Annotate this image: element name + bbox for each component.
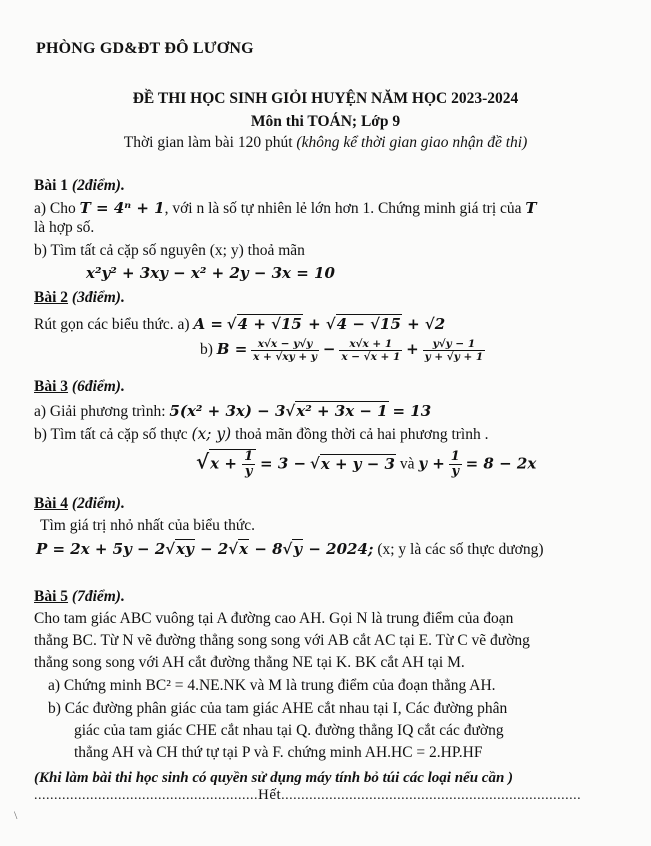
bai4-note: (x; y là các số thực dương) xyxy=(377,541,544,558)
bai1-heading xyxy=(34,177,125,195)
bai3-eq-mid: = 3 − xyxy=(260,454,307,473)
bai4-root1: xy xyxy=(176,540,194,558)
bai3-frac2: $\frac{1}{y}$ xyxy=(450,449,460,480)
bai1-a-text: , với n là số tự nhiên lẻ lớn hơn 1. Chứng minh giá trị của xyxy=(164,200,522,217)
bai4-root2: x xyxy=(239,540,249,558)
bai2-a-root2: 4 − √15 xyxy=(336,315,401,333)
bai2-heading xyxy=(34,289,125,307)
bai4-points: (2điểm). xyxy=(71,495,125,512)
bai1-a-line xyxy=(34,199,537,218)
bai3-b-line xyxy=(34,425,488,444)
bai1-a-line2: là hợp số. xyxy=(34,219,95,236)
exam-subject: Môn thi TOÁN; Lớp 9 xyxy=(250,113,401,130)
bai2-intro: Rút gọn các biểu thức. a) xyxy=(34,316,190,333)
bai5-b3: thẳng AH và CH thứ tự tại P và F. chứng minh AH.HC = 2.HP.HF xyxy=(74,744,483,761)
exam-time-note: (không kể thời gian giao nhận đề thi) xyxy=(296,134,528,151)
bai3-points: (6điểm). xyxy=(71,378,125,395)
bai3-a-eq1: 5(x² + 3x) − 3 xyxy=(169,402,286,420)
bai3-eq2a: y + xyxy=(418,454,445,473)
bai3-eq2b: = 8 − 2x xyxy=(465,454,537,473)
calculator-note: (Khi làm bài thi học sinh có quyền sử dụng máy tính bỏ túi các loại nếu cần ) xyxy=(34,770,514,786)
bai2-minus: − xyxy=(322,340,336,359)
bai4-eq4: − 2024; xyxy=(303,540,374,558)
bai4-equation: P = 2x + 5y − 2√xy − 2√x − 8√y − 2024; (x; y là các số thực dương) xyxy=(36,540,544,558)
bai5-a: a) Chứng minh BC² = 4.NE.NK và M là trung điểm của đoạn thẳng AH. xyxy=(48,677,496,694)
exam-time-text: Thời gian làm bài 120 phút xyxy=(123,134,293,151)
bai2-frac1: $\frac{x√x - y√y}{x + √xy + y}$ xyxy=(253,338,317,363)
bai2-b-lhs: B = xyxy=(216,340,248,359)
bai4-intro: Tìm giá trị nhỏ nhất của biểu thức. xyxy=(40,517,256,534)
bai2-label: Bài 2 xyxy=(34,289,69,306)
exam-title: ĐỀ THI HỌC SINH GIỎI HUYỆN NĂM HỌC 2023-2024 xyxy=(132,90,519,107)
bai2-a-plus1: + xyxy=(302,315,326,333)
stray-mark: \ xyxy=(14,808,18,822)
bai3-a-line: a) Giải phương trình: 5(x² + 3x) − 3√x² + 3x − 1 = 13 xyxy=(34,402,432,420)
bai3-heading xyxy=(34,378,125,396)
bai2-b-label: b) xyxy=(200,341,213,359)
bai4-root3: y xyxy=(293,540,303,558)
end-line xyxy=(34,787,581,804)
bai3-eq-r1: x + xyxy=(210,454,237,473)
bai2-a-root1: 4 + √15 xyxy=(237,315,302,333)
bai5-b2: giác của tam giác CHE cắt nhau tại Q. đường thẳng IQ cắt các đường xyxy=(74,722,504,739)
bai4-eq2: − 2 xyxy=(194,540,229,558)
bai2-frac2: $\frac{x√x + 1}{x - √x + 1}$ xyxy=(341,338,401,363)
bai2-points: (3điểm). xyxy=(71,289,125,306)
end-label: Hết xyxy=(258,787,282,803)
end-dots-right: ........................................................................... xyxy=(281,788,582,803)
bai2-frac3: $\frac{y√y - 1}{y + √y + 1}$ xyxy=(424,338,484,363)
bai1-b-equation: x²y² + 3xy − x² + 2y − 3x = 10 xyxy=(86,264,335,282)
bai5-line1: Cho tam giác ABC vuông tại A đường cao AH. Gọi N là trung điểm của đoạn xyxy=(34,610,514,627)
bai3-b-text2: thoả mãn đồng thời cả hai phương trình . xyxy=(235,426,489,443)
bai1-a-prefix: a) Cho xyxy=(34,200,76,217)
bai5-label: Bài 5 xyxy=(34,588,69,605)
bai3-a-eq2: = 13 xyxy=(392,402,432,420)
bai2-a-plus2: + √2 xyxy=(401,315,446,333)
bai3-b-xy: (x; y) xyxy=(191,425,232,443)
bai2-b-line xyxy=(200,338,485,363)
bai2-a-line: Rút gọn các biểu thức. a) A = √4 + √15 + √4 − √15 + √2 xyxy=(34,315,446,333)
bai3-a-root: x² + 3x − 1 xyxy=(296,402,388,420)
bai5-points: (7điểm). xyxy=(71,588,125,605)
bai3-b-system: √x + $\frac{1}{y}$ = 3 − √x + y − 3 và y + $\frac{1}{y}$ = 8 − 2x xyxy=(196,449,537,480)
bai2-plus: + xyxy=(406,340,419,359)
bai1-b-line: b) Tìm tất cả cặp số nguyên (x; y) thoả mãn xyxy=(34,242,305,259)
bai4-eq1: P = 2x + 5y − 2 xyxy=(36,540,166,558)
department-header: PHÒNG GD&ĐT ĐÔ LƯƠNG xyxy=(36,40,254,57)
bai3-and: và xyxy=(399,455,415,473)
bai5-line3: thẳng song song với AH cắt đường thẳng NE tại K. BK cắt AH tại M. xyxy=(34,654,465,671)
bai3-a-text: a) Giải phương trình: xyxy=(34,403,166,420)
bai1-a-T: T xyxy=(525,199,537,217)
exam-time xyxy=(0,134,651,152)
bai2-a-lhs: A = xyxy=(193,315,223,333)
bai3-label: Bài 3 xyxy=(34,378,69,395)
bai3-b-text: b) Tìm tất cả cặp số thực xyxy=(34,426,188,443)
bai5-line2: thẳng BC. Từ N vẽ đường thẳng song song với AB cắt AC tại E. Từ C vẽ đường xyxy=(34,632,530,649)
bai3-frac1: $\frac{1}{y}$ xyxy=(244,449,254,479)
bai4-heading xyxy=(34,495,125,513)
bai4-eq3: − 8 xyxy=(249,540,283,558)
bai5-heading xyxy=(34,588,125,606)
bai3-eq-root2: x + y − 3 xyxy=(320,454,395,473)
bai5-b1: b) Các đường phân giác của tam giác AHE cắt nhau tại I, Các đường phân xyxy=(48,700,508,717)
end-dots-left: ........................................................ xyxy=(34,788,258,803)
bai1-points: (2điểm). xyxy=(71,177,125,194)
bai1-a-expr: T = 4ⁿ + 1 xyxy=(79,199,165,217)
bai4-label: Bài 4 xyxy=(34,495,69,512)
bai1-label: Bài 1 xyxy=(34,177,69,194)
